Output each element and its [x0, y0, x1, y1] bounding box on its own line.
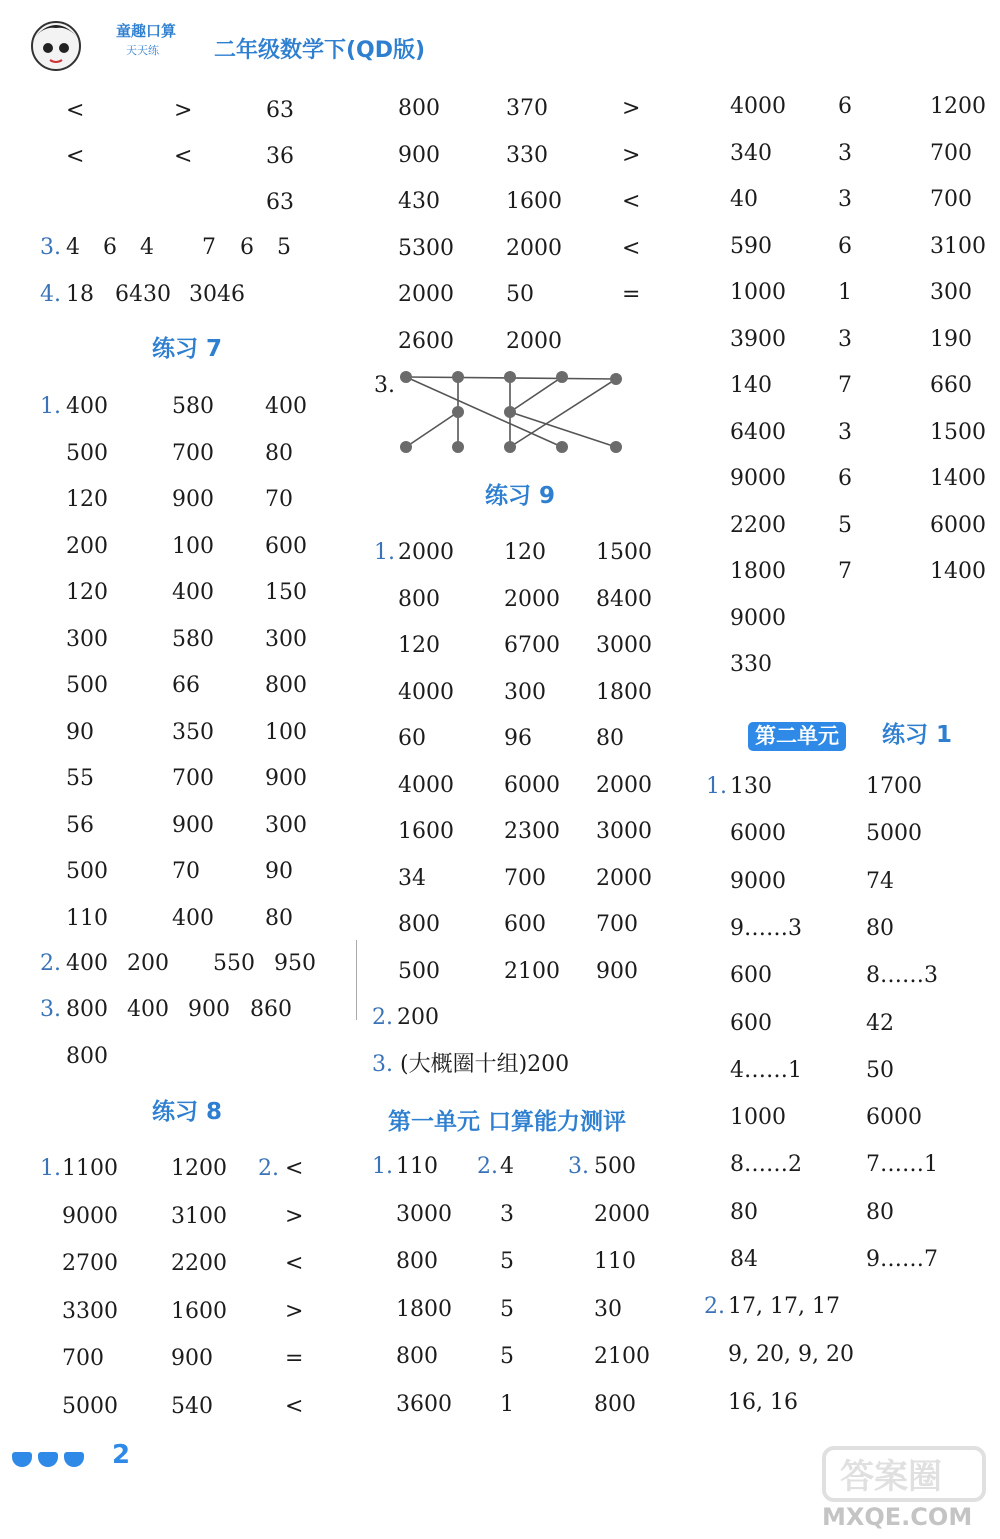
page-number: 2 [112, 1440, 131, 1470]
footer-decoration-icon [12, 1448, 90, 1473]
answer-cell: 800 [265, 673, 307, 698]
answer-cell: 800 [66, 1044, 108, 1069]
answer-cell: 36 [266, 144, 294, 169]
answer-cell: 3 [838, 419, 852, 445]
answer-cell: > [285, 1203, 304, 1229]
answer-cell: 110 [396, 1154, 438, 1179]
answer-cell: < [285, 1251, 304, 1276]
answer-cell: 600 [730, 963, 772, 989]
answer-cell: 5 [500, 1344, 514, 1369]
answer-cell: 100 [172, 533, 214, 559]
answer-cell: 3600 [396, 1391, 452, 1417]
answer-cell: 2600 [398, 328, 454, 354]
answer-cell: 700 [930, 140, 972, 166]
answer-cell: 3900 [730, 326, 786, 352]
cartoon-boy-logo-icon [16, 8, 216, 78]
answer-cell: 2100 [504, 958, 560, 984]
answer-cell: 5000 [62, 1393, 118, 1419]
answer-cell: 1000 [730, 280, 786, 305]
answer-cell: 1600 [398, 819, 454, 844]
answer-cell: 500 [594, 1154, 636, 1179]
question-number: 4. [40, 282, 61, 307]
column-divider [356, 940, 357, 1020]
answer-cell: 6430 [115, 282, 171, 307]
answer-cell: 80 [866, 1199, 894, 1225]
answer-cell: 1600 [506, 189, 562, 214]
answer-cell: 500 [66, 440, 108, 466]
answer-cell: 500 [66, 673, 108, 698]
answer-cell: 30 [594, 1296, 622, 1322]
answer-cell: 1200 [171, 1156, 227, 1181]
answer-cell: 6000 [504, 772, 560, 798]
answer-cell: 6 [838, 466, 852, 491]
answer-cell: 2000 [506, 235, 562, 261]
answer-cell: 4……1 [730, 1057, 802, 1083]
question-number: 2. [258, 1156, 279, 1181]
answer-cell: 9……3 [730, 915, 802, 941]
answer-cell: 600 [504, 912, 546, 937]
answer-cell: 4 [500, 1154, 514, 1179]
answer-cell: 18 [66, 282, 94, 307]
question-number: 3. [372, 1052, 393, 1077]
answer-cell: 200 [397, 1005, 439, 1030]
answer-cell: 400 [66, 951, 108, 976]
answer-cell: > [174, 98, 193, 123]
exercise-7-heading: 练习 7 [152, 336, 223, 362]
answer-cell: = [285, 1346, 304, 1371]
answer-cell: 60 [398, 726, 426, 751]
answer-cell: 550 [213, 951, 255, 976]
answer-cell: 4000 [398, 679, 454, 705]
answer-cell: 9000 [62, 1203, 118, 1229]
answer-cell: 9, 20, 9, 20 [728, 1342, 854, 1367]
answer-cell: 6000 [730, 821, 786, 847]
answer-cell: 6700 [504, 633, 560, 658]
answer-cell: 6 [103, 235, 117, 260]
answer-cell: 800 [398, 912, 440, 937]
answer-cell: 330 [506, 142, 548, 168]
answer-cell: 42 [866, 1010, 894, 1036]
answer-cell: 700 [930, 187, 972, 212]
answer-cell: 120 [398, 633, 440, 658]
answer-cell: 90 [66, 719, 94, 745]
answer-cell: 2300 [504, 819, 560, 844]
answer-cell: 7 [202, 235, 216, 260]
answer-cell: 1000 [730, 1105, 786, 1131]
answer-cell: 6000 [866, 1105, 922, 1131]
answer-cell: 6000 [930, 512, 986, 538]
answer-cell: 800 [396, 1249, 438, 1274]
answer-cell: 8……3 [866, 963, 938, 989]
svg-text:童趣口算: 童趣口算 [116, 22, 177, 40]
answer-cell: 3000 [596, 633, 652, 658]
answer-cell: 80 [596, 726, 624, 751]
watermark-text: MXQE.COM [822, 1503, 973, 1531]
answer-cell: 70 [172, 859, 200, 884]
answer-cell: 400 [66, 394, 108, 419]
answer-cell: = [622, 282, 641, 307]
answer-cell: 40 [730, 187, 758, 212]
answer-cell: 84 [730, 1247, 758, 1272]
question-number: 2. [704, 1294, 725, 1319]
question-number: 1. [374, 540, 395, 565]
answer-cell: 700 [62, 1346, 104, 1371]
answer-cell: 200 [127, 951, 169, 976]
answer-cell: 1600 [171, 1298, 227, 1324]
answer-cell: 63 [266, 98, 294, 123]
answer-cell: (大概圈十组)200 [400, 1052, 570, 1077]
page-header-title: 二年级数学下(QD版) [214, 38, 426, 63]
answer-cell: 2000 [398, 282, 454, 307]
answer-cell: 3 [838, 326, 852, 352]
answer-cell: 3100 [930, 233, 986, 259]
answer-cell: 660 [930, 373, 972, 398]
answer-cell: 120 [66, 580, 108, 605]
exercise-9-heading: 练习 9 [485, 483, 556, 509]
question-number: 2. [372, 1005, 393, 1030]
answer-cell: 330 [730, 652, 772, 677]
svg-text:天天练: 天天练 [126, 44, 159, 57]
answer-cell: 9000 [730, 605, 786, 631]
answer-cell: 3000 [596, 819, 652, 844]
answer-cell: 6400 [730, 419, 786, 445]
question-number: 3. [40, 997, 61, 1022]
answer-cell: 900 [171, 1346, 213, 1371]
answer-cell: 56 [66, 812, 94, 838]
answer-cell: 300 [265, 626, 307, 652]
answer-cell: 7……1 [866, 1152, 938, 1178]
answer-cell: 600 [730, 1010, 772, 1036]
answer-cell: > [622, 96, 641, 121]
answer-cell: 9000 [730, 868, 786, 894]
answer-cell: 190 [930, 326, 972, 352]
answer-cell: 5 [838, 512, 852, 538]
answer-cell: 3000 [396, 1201, 452, 1227]
answer-cell: 600 [265, 533, 307, 559]
answer-cell: 130 [730, 774, 772, 799]
answer-cell: 900 [172, 812, 214, 838]
answer-cell: 500 [66, 859, 108, 884]
answer-cell: < [174, 144, 193, 169]
answer-cell: 110 [66, 905, 108, 931]
answer-cell: 90 [265, 859, 293, 884]
answer-cell: 1500 [930, 419, 986, 445]
answer-cell: 580 [172, 394, 214, 419]
answer-cell: 800 [396, 1344, 438, 1369]
question-number: 2. [477, 1154, 498, 1179]
answer-cell: 140 [730, 373, 772, 398]
answer-cell: 700 [596, 912, 638, 937]
answer-cell: 8……2 [730, 1152, 802, 1178]
answer-cell: 100 [265, 719, 307, 745]
answer-cell: 700 [504, 865, 546, 891]
answer-cell: 9……7 [866, 1247, 938, 1272]
answer-cell: 5000 [866, 821, 922, 847]
answer-cell: 540 [171, 1393, 213, 1419]
answer-cell: 34 [398, 865, 426, 891]
answer-cell: < [66, 98, 85, 123]
answer-cell: 300 [265, 812, 307, 838]
answer-cell: 5 [277, 235, 291, 260]
answer-cell: 300 [930, 280, 972, 305]
answer-cell: < [66, 144, 85, 169]
answer-cell: 1800 [396, 1296, 452, 1322]
svg-text:答案圈: 答案圈 [840, 1457, 942, 1497]
answer-cell: 1 [500, 1391, 514, 1417]
answer-cell: 300 [66, 626, 108, 652]
answer-cell: 7 [838, 559, 852, 584]
answer-cell: 800 [66, 997, 108, 1022]
answer-cell: 900 [398, 142, 440, 168]
answer-cell: 120 [504, 540, 546, 565]
answer-cell: 590 [730, 233, 772, 259]
answer-cell: 50 [866, 1057, 894, 1083]
question-number: 3. [568, 1154, 589, 1179]
answer-cell: 2700 [62, 1251, 118, 1276]
answer-cell: 4000 [730, 94, 786, 119]
answer-cell: 1400 [930, 466, 986, 491]
answer-cell: 1800 [596, 679, 652, 705]
answer-cell: 80 [866, 915, 894, 941]
answer-cell: 900 [596, 958, 638, 984]
answer-cell: 4 [66, 235, 80, 260]
answer-cell: 3046 [189, 282, 245, 307]
answer-cell: 5300 [398, 235, 454, 261]
answer-cell: 66 [172, 673, 200, 698]
answer-cell: 17, 17, 17 [728, 1294, 840, 1319]
question-number: 3. [40, 235, 61, 260]
question-number: 3. [374, 373, 395, 398]
answer-cell: 350 [172, 719, 214, 745]
answer-cell: 400 [265, 394, 307, 419]
answer-cell: 700 [172, 766, 214, 791]
question-number: 1. [40, 1156, 61, 1181]
answer-cell: 2200 [730, 512, 786, 538]
answer-cell: 800 [398, 586, 440, 612]
answer-cell: 200 [66, 533, 108, 559]
answer-cell: 55 [66, 766, 94, 791]
answer-cell: 1200 [930, 94, 986, 119]
question-number: 2. [40, 951, 61, 976]
answer-cell: 6 [838, 94, 852, 119]
answer-cell: 700 [172, 440, 214, 466]
answer-cell: 1400 [930, 559, 986, 584]
answer-cell: 2200 [171, 1251, 227, 1276]
answer-cell: 580 [172, 626, 214, 652]
answer-cell: 1800 [730, 559, 786, 584]
answer-cell: 2000 [594, 1201, 650, 1227]
answer-cell: 950 [274, 951, 316, 976]
answer-cell: > [285, 1298, 304, 1324]
answer-cell: 6 [838, 233, 852, 259]
answer-cell: 1500 [596, 540, 652, 565]
answer-cell: 2000 [596, 772, 652, 798]
answer-cell: 16, 16 [728, 1390, 798, 1415]
answer-cell: > [622, 142, 641, 168]
exercise-8-heading: 练习 8 [152, 1099, 223, 1125]
answer-cell: 8400 [596, 586, 652, 612]
answer-cell: < [285, 1393, 304, 1419]
answer-cell: 96 [504, 726, 532, 751]
answer-cell: 6 [240, 235, 254, 260]
unit2-exercise-1-heading: 练习 1 [882, 722, 953, 748]
answer-cell: 900 [188, 997, 230, 1022]
answer-cell: 800 [398, 96, 440, 121]
answer-cell: 4 [140, 235, 154, 260]
answer-cell: 4000 [398, 772, 454, 798]
answer-cell: 2000 [596, 865, 652, 891]
answer-cell: < [622, 189, 641, 214]
unit1-test-heading: 第一单元 口算能力测评 [388, 1109, 627, 1135]
answer-cell: 400 [127, 997, 169, 1022]
answer-cell: 7 [838, 373, 852, 398]
answer-cell: 1700 [866, 774, 922, 799]
answer-cell: 300 [504, 679, 546, 705]
answer-cell: 1 [838, 280, 852, 305]
answer-cell: 400 [172, 580, 214, 605]
answer-cell: 80 [265, 905, 293, 931]
answer-cell: 2000 [504, 586, 560, 612]
answer-cell: 900 [265, 766, 307, 791]
answer-cell: 3 [838, 140, 852, 166]
question-number: 1. [40, 394, 61, 419]
answer-cell: 80 [730, 1199, 758, 1225]
answer-cell: 900 [172, 487, 214, 512]
answer-cell: 430 [398, 189, 440, 214]
answer-cell: 800 [594, 1391, 636, 1417]
answer-cell: 1100 [62, 1156, 118, 1181]
question-number: 1. [372, 1154, 393, 1179]
answer-cell: 2100 [594, 1344, 650, 1369]
answer-cell: 150 [265, 580, 307, 605]
answer-cell: 370 [506, 96, 548, 121]
answer-cell: < [285, 1156, 304, 1181]
answer-cell: 340 [730, 140, 772, 166]
answer-cell: 5 [500, 1249, 514, 1274]
answer-cell: 50 [506, 282, 534, 307]
answer-cell: 3100 [171, 1203, 227, 1229]
answer-cell: 74 [866, 868, 894, 894]
answer-cell: 70 [265, 487, 293, 512]
answer-cell: 80 [265, 440, 293, 466]
unit2-badge: 第二单元 [748, 722, 846, 751]
answer-cell: 400 [172, 905, 214, 931]
answer-cell: 3300 [62, 1298, 118, 1324]
answer-cell: 9000 [730, 466, 786, 491]
answer-cell: 5 [500, 1296, 514, 1322]
answer-cell: 860 [250, 997, 292, 1022]
answer-cell: 63 [266, 190, 294, 215]
answer-cell: 3 [500, 1201, 514, 1227]
answer-cell: 120 [66, 487, 108, 512]
answer-cell: 110 [594, 1249, 636, 1274]
answer-cell: < [622, 235, 641, 261]
answer-cell: 500 [398, 958, 440, 984]
matching-lines-diagram [370, 362, 630, 462]
answer-cell: 2000 [506, 328, 562, 354]
answer-cell: 3 [838, 187, 852, 212]
question-number: 1. [706, 774, 727, 799]
answer-cell: 2000 [398, 540, 454, 565]
